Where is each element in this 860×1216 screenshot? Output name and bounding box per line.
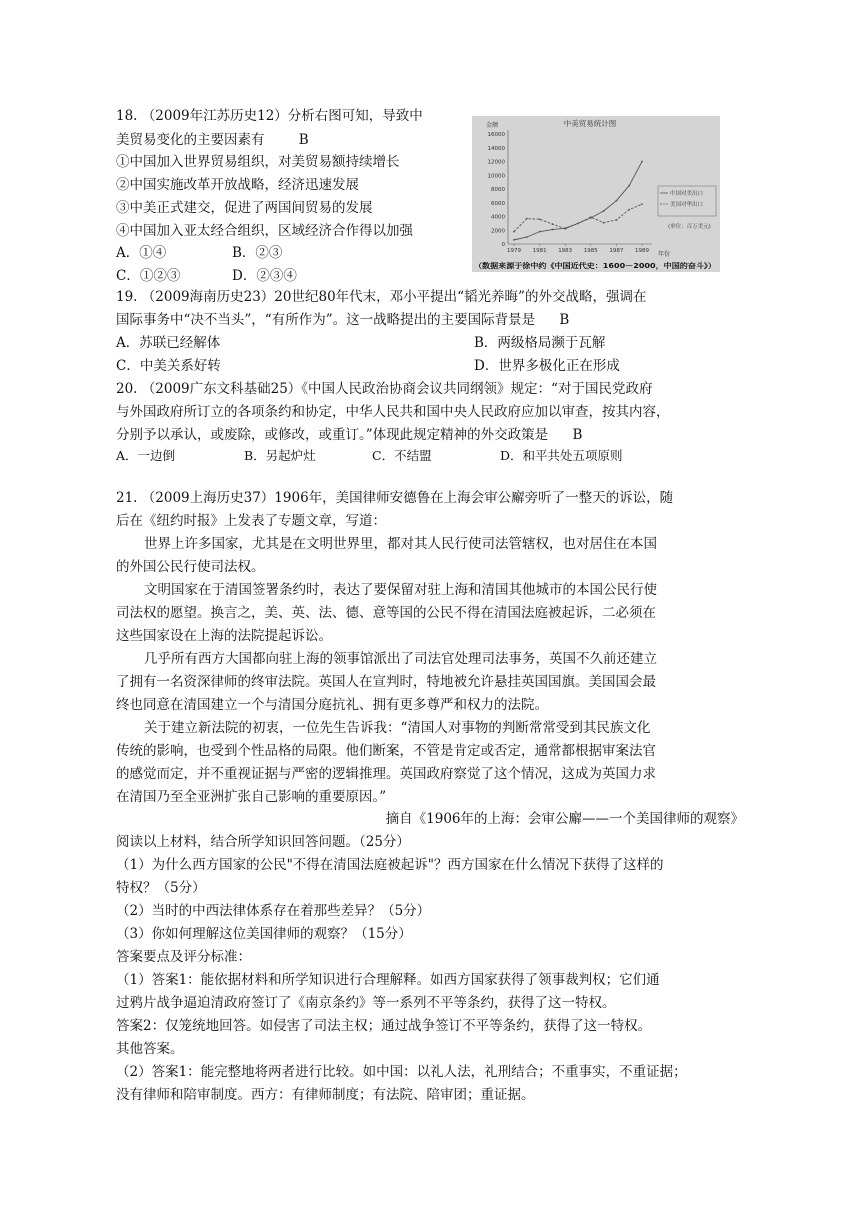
- legend-label-china: 中国对美出口: [670, 191, 704, 197]
- q20-line-2: 与外国政府所订立的各项条约和协定，中华人民共和国中央人民政府应加以审查，按其内容，: [116, 404, 670, 420]
- q21-material-p4-4: 在清国乃至全亚洲扩张自己影响的重要原因。”: [116, 789, 387, 805]
- chart-axes: [508, 130, 652, 244]
- chart-x-tick-label: 1983: [558, 248, 573, 254]
- q18-item-2: ②中国实施改革开放战略，经济迅速发展: [116, 177, 359, 193]
- q21-answer-2-line-2: 没有律师和陪审制度。西方：有律师制度；有法院、陪审团；重证据。: [116, 1087, 535, 1103]
- q18-item-3: ③中美正式建交，促进了两国间贸易的发展: [116, 200, 373, 216]
- chart-unit: (单位：百万美元): [668, 224, 711, 230]
- q21-material-p4-3: 的感觉而定，并不重视证据与严密的逻辑推理。英国政府察觉了这个情况，这成为英国力求: [116, 766, 656, 782]
- q21-source-citation: 摘自《1906年的上海：会审公廨——一个美国律师的观察》: [385, 811, 744, 827]
- q21-material-p3-2: 了拥有一名资深律师的终审法院。英国人在宣判时，特地被允许悬挂英国国旗。美国国会最: [116, 674, 656, 690]
- chart-series: [513, 161, 643, 241]
- chart-x-tick-label: 1989: [635, 248, 649, 254]
- us-export-point: [513, 231, 515, 233]
- q21-material-p2-2: 司法权的愿望。换言之，美、英、法、德、意等国的公民不得在清国法庭被起诉，二必须在: [116, 605, 656, 621]
- q18-line-2: [116, 130, 309, 150]
- series-line-china-export: [514, 162, 642, 240]
- trade-line-chart: [472, 116, 720, 272]
- china-export-point: [628, 185, 630, 187]
- chart-x-label: 年份: [658, 251, 671, 258]
- china-export-point: [526, 236, 528, 238]
- legend-label-us: 美国对华出口: [670, 202, 704, 208]
- q21-material-p2-1: 文明国家在于清国签署条约时，表达了要保留对驻上海和清国其他城市的本国公民行使: [144, 582, 657, 598]
- us-export-point: [564, 228, 566, 230]
- q21-answer-1-other: 其他答案。: [116, 1041, 184, 1057]
- q19-option-d: D．世界多极化正在形成: [474, 358, 620, 374]
- q21-material-p2-3: 这些国家设在上海的法院提起诉讼。: [116, 628, 332, 644]
- q20-line-3: [116, 425, 582, 445]
- q18-option-c: C．①②③: [116, 268, 181, 284]
- q19-line-1: 19. （2009海南历史23）20世纪80年代末，邓小平提出“韬光养晦”的外交战略，强调在: [116, 289, 647, 305]
- q20-stem-tail: 分别予以承认，或废除，或修改，或重订。”体现此规定精神的外交政策是: [116, 427, 549, 443]
- chart-y-tick-label: 0: [501, 242, 505, 248]
- us-export-point: [641, 203, 643, 205]
- chart-y-ticks: [488, 132, 506, 248]
- us-export-point: [552, 223, 554, 225]
- q21-instruction: 阅读以上材料，结合所学知识回答问题。（25分）: [116, 834, 410, 850]
- chart-x-tick-label: 1985: [583, 248, 598, 254]
- q21-subq-1-line-1: （1）为什么西方国家的公民"不得在清国法庭被起诉"？西方国家在什么情况下获得了这样的: [116, 857, 664, 873]
- q20-answer: B: [572, 427, 583, 443]
- q19-stem-tail: 国际事务中“决不当头”，“有所作为”。这一战略提出的主要国际背景是: [116, 312, 536, 328]
- q21-line-1: 21. （2009上海历史37）1906年，美国律师安德鲁在上海会审公廨旁听了一整天的诉讼，随: [116, 490, 674, 506]
- q21-answer-1-line-2: 过鸦片战争逼迫清政府签订了《南京条约》等一系列不平等条约，获得了这一特权。: [116, 995, 616, 1011]
- q21-material-p4-2: 传统的影响，也受到个性品格的局限。他们断案，不管是肯定或否定，通常都根据审案法官: [116, 743, 656, 759]
- q20-option-b: B．另起炉灶: [244, 448, 316, 463]
- q19-answer: B: [559, 312, 570, 328]
- chart-y-tick-label: 16000: [487, 132, 505, 138]
- q18-item-4: ④中国加入亚太经合组织，区域经济合作得以加强: [116, 223, 413, 239]
- q21-subq-2: （2）当时的中西法律体系存在着那些差异？（5分）: [116, 903, 431, 919]
- chart-legend: [658, 186, 716, 216]
- q21-material-p3-1: 几乎所有西方大国都向驻上海的领事馆派出了司法官处理司法事务，英国不久前还建立: [144, 651, 657, 667]
- q20-line-1: 20. （2009广东文科基础25）《中国人民政治协商会议共同纲领》规定：“对于国民党政府: [116, 381, 653, 397]
- q18-item-1: ①中国加入世界贸易组织，对美贸易额持续增长: [116, 154, 400, 170]
- series-line-us-export: [514, 204, 642, 232]
- chart-y-label: 金额: [486, 122, 499, 129]
- china-export-point: [513, 239, 515, 241]
- chart-x-tick-label: 1987: [609, 248, 624, 254]
- us-export-point: [628, 209, 630, 211]
- chart-title: 中美贸易统计图: [563, 119, 617, 128]
- q18-option-a: A．①④: [116, 245, 167, 261]
- china-export-point: [616, 200, 618, 202]
- chart-y-tick-label: 8000: [491, 187, 505, 193]
- q18-option-b: B．②③: [232, 245, 283, 261]
- q21-material-p4-1: 关于建立新法院的初衷，一位先生告诉我：“清国人对事物的判断常常受到其民族文化: [144, 720, 651, 736]
- china-export-point: [539, 231, 541, 233]
- q21-material-p3-3: 终也同意在清国建立一个与清国分庭抗礼、拥有更多尊严和权力的法院。: [116, 697, 548, 713]
- q18-answer: B: [298, 132, 309, 148]
- q19-line-2: [116, 310, 569, 330]
- chart-x-ticks: [507, 244, 649, 254]
- q18-stem-tail: 美贸易变化的主要因素有: [116, 132, 265, 148]
- us-export-point: [577, 222, 579, 224]
- q19-option-a: A．苏联已经解体: [116, 335, 221, 351]
- q21-material-p1-1: 世界上许多国家，尤其是在文明世界里，都对其人民行使司法管辖权，也对居住在本国: [144, 536, 657, 552]
- trade-chart-figure: [472, 116, 720, 272]
- q19-option-c: C．中美关系好转: [116, 358, 221, 374]
- chart-y-tick-label: 14000: [487, 145, 505, 152]
- q21-answer-1-alt: 答案2：仅笼统地回答。如侵害了司法主权；通过战争签订不平等条约，获得了这一特权。: [116, 1018, 652, 1034]
- q18-option-d: D．②③④: [232, 268, 297, 284]
- us-export-point: [616, 219, 618, 221]
- china-export-point: [552, 229, 554, 231]
- q20-option-a: A．一边倒: [116, 448, 176, 463]
- chart-x-tick-label: 1981: [532, 248, 547, 254]
- q21-answer-heading: 答案要点及评分标准：: [116, 949, 251, 965]
- china-export-point: [641, 161, 643, 163]
- chart-y-tick-label: 6000: [491, 200, 505, 207]
- us-export-point: [526, 218, 528, 220]
- chart-source: （数据来源于徐中约《中国近代史：1600－2000，中国的奋斗》）: [474, 262, 685, 270]
- us-export-point: [539, 218, 541, 220]
- q21-subq-3: （3）你如何理解这位美国律师的观察？（15分）: [116, 926, 412, 942]
- chart-y-tick-label: 2000: [491, 228, 505, 235]
- us-export-point: [603, 222, 605, 224]
- chart-y-tick-label: 4000: [491, 214, 505, 221]
- chart-x-tick-label: 1979: [507, 248, 521, 254]
- q20-option-d: D．和平共处五项原则: [500, 448, 623, 463]
- chart-y-tick-label: 12000: [487, 159, 505, 166]
- q21-line-2: 后在《纽约时报》上发表了专题文章，写道：: [116, 513, 386, 529]
- q21-answer-2-line-1: （2）答案1：能完整地将两者进行比较。如中国：以礼人法，礼刑结合；不重事实，不重证据；: [116, 1064, 687, 1080]
- us-export-point: [590, 216, 592, 218]
- q18-line-1: 18. （2009年江苏历史12）分析右图可知，导致中: [116, 108, 423, 124]
- q20-option-c: C．不结盟: [372, 448, 432, 463]
- q19-option-b: B．两级格局濒于瓦解: [474, 335, 606, 351]
- chart-y-tick-label: 10000: [487, 173, 505, 180]
- q21-answer-1-line-1: （1）答案1：能依据材料和所学知识进行合理解释。如西方国家获得了领事裁判权；它们通: [116, 972, 660, 988]
- q21-subq-1-line-2: 特权？（5分）: [116, 880, 206, 896]
- china-export-point: [603, 210, 605, 212]
- q21-material-p1-2: 的外国公民行使司法权。: [116, 559, 265, 575]
